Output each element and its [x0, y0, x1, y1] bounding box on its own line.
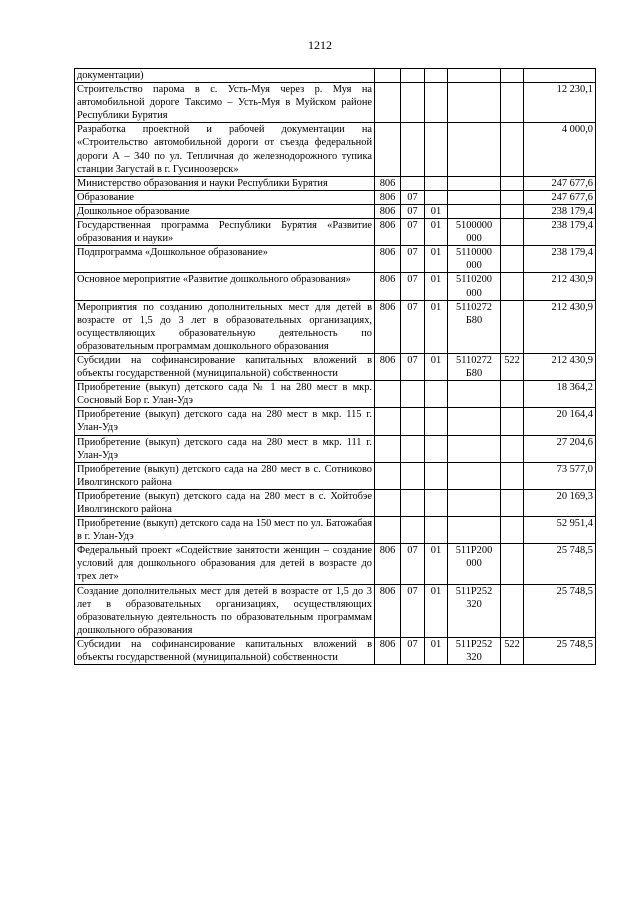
row-name-cell	[75, 584, 375, 637]
amount-cell	[524, 544, 596, 584]
amount-cell	[524, 584, 596, 637]
ministry-code-text: 806	[379, 585, 396, 597]
section-code-text: 07	[407, 545, 418, 557]
target-article-cell	[448, 517, 501, 544]
row-name-text: Подпрограмма «Дошкольное образование»	[77, 247, 268, 259]
amount-cell	[524, 517, 596, 544]
row-name-cell	[75, 273, 375, 300]
subsection-code-cell	[425, 637, 448, 664]
ministry-code-cell	[375, 273, 401, 300]
target-article-cell	[448, 273, 501, 300]
table-row	[75, 381, 596, 408]
section-code-cell	[401, 83, 425, 123]
table-row	[75, 353, 596, 380]
row-name-cell	[75, 219, 375, 246]
amount-cell	[524, 273, 596, 300]
target-article-cell	[448, 219, 501, 246]
amount-text: 25 748,5	[556, 638, 593, 650]
row-name-text: Приобретение (выкуп) детского сада на 280 мест в мкр. 111 г. Улан-Удэ	[77, 436, 372, 461]
ministry-code-text: 806	[379, 301, 396, 313]
table-row	[75, 584, 596, 637]
section-code-cell	[401, 408, 425, 435]
section-code-cell	[401, 300, 425, 353]
target-article-text: 5110272 Б80	[456, 354, 492, 380]
amount-text: 20 169,3	[556, 490, 593, 502]
table-row	[75, 273, 596, 300]
ministry-code-text: 806	[379, 638, 396, 650]
subsection-code-cell	[425, 219, 448, 246]
row-name-cell	[75, 246, 375, 273]
ministry-code-cell	[375, 381, 401, 408]
row-name-cell	[75, 190, 375, 204]
table-row	[75, 517, 596, 544]
row-name-text: Основное мероприятие «Развитие дошкольного образования»	[77, 274, 351, 286]
ministry-code-cell	[375, 300, 401, 353]
target-article-text: 5100000 000	[455, 220, 493, 245]
table-row	[75, 462, 596, 489]
ministry-code-cell	[375, 462, 401, 489]
target-article-cell	[448, 69, 501, 83]
section-code-cell	[401, 584, 425, 637]
section-code-cell	[401, 435, 425, 462]
table-row	[75, 190, 596, 204]
target-article-text: 5110000 000	[456, 247, 492, 272]
ministry-code-cell	[375, 246, 401, 273]
amount-cell	[524, 83, 596, 123]
target-article-cell	[448, 408, 501, 435]
amount-cell	[524, 204, 596, 218]
ministry-code-cell	[375, 544, 401, 584]
row-name-cell	[75, 517, 375, 544]
row-name-text: Разработка проектной и рабочей документации на «Строительство автомобильной дороги от съезда федеральной дороги А – 340 по ул. Тепличная до железнодорожного тупика станции Загустай в г. Гусиноозерск»	[77, 124, 372, 175]
target-article-text: 511P252 320	[455, 585, 493, 610]
target-article-cell	[448, 176, 501, 190]
section-code-text: 07	[407, 191, 418, 203]
expense-type-cell	[501, 584, 524, 637]
ministry-code-text: 806	[379, 545, 396, 557]
amount-text: 238 179,4	[551, 220, 593, 232]
row-name-cell	[75, 462, 375, 489]
row-name-text: Дошкольное образование	[77, 205, 190, 217]
subsection-code-cell	[425, 246, 448, 273]
amount-cell	[524, 435, 596, 462]
subsection-code-text: 01	[430, 585, 442, 597]
subsection-code-cell	[425, 408, 448, 435]
row-name-cell	[75, 204, 375, 218]
ministry-code-text: 806	[379, 220, 396, 232]
amount-cell	[524, 381, 596, 408]
row-name-cell	[75, 408, 375, 435]
subsection-code-text: 01	[430, 205, 442, 217]
row-name-cell	[75, 69, 375, 83]
ministry-code-cell	[375, 219, 401, 246]
target-article-cell	[448, 381, 501, 408]
table-row	[75, 408, 596, 435]
subsection-code-cell	[425, 381, 448, 408]
target-article-text: 5110200 000	[456, 274, 492, 299]
amount-text: 4 000,0	[561, 124, 593, 136]
amount-cell	[524, 176, 596, 190]
subsection-code-cell	[425, 204, 448, 218]
budget-table	[74, 68, 596, 665]
amount-text: 20 164,4	[556, 409, 593, 421]
target-article-cell	[448, 123, 501, 176]
target-article-cell	[448, 544, 501, 584]
ministry-code-cell	[375, 637, 401, 664]
subsection-code-cell	[425, 544, 448, 584]
target-article-text: 511P252 320	[455, 638, 493, 664]
amount-text: 27 204,6	[556, 436, 593, 448]
table-row	[75, 204, 596, 218]
row-name-cell	[75, 123, 375, 176]
row-name-cell	[75, 435, 375, 462]
section-code-cell	[401, 204, 425, 218]
subsection-code-text: 01	[430, 220, 442, 232]
ministry-code-cell	[375, 204, 401, 218]
expense-type-cell	[501, 381, 524, 408]
table-row	[75, 300, 596, 353]
table-row	[75, 219, 596, 246]
target-article-cell	[448, 300, 501, 353]
expense-type-cell	[501, 273, 524, 300]
expense-type-cell	[501, 517, 524, 544]
ministry-code-text: 806	[379, 177, 396, 189]
ministry-code-cell	[375, 584, 401, 637]
expense-type-cell	[501, 462, 524, 489]
amount-cell	[524, 219, 596, 246]
ministry-code-cell	[375, 353, 401, 380]
subsection-code-text: 01	[430, 638, 442, 650]
row-name-text: Государственная программа Республики Бурятия «Развитие образования и науки»	[77, 220, 372, 245]
subsection-code-cell	[425, 300, 448, 353]
amount-text: 238 179,4	[551, 205, 593, 217]
amount-cell	[524, 462, 596, 489]
subsection-code-text: 01	[430, 247, 442, 259]
row-name-text: Приобретение (выкуп) детского сада № 1 на 280 мест в мкр. Сосновый Бор г. Улан-Удэ	[77, 382, 372, 407]
ministry-code-cell	[375, 517, 401, 544]
target-article-cell	[448, 462, 501, 489]
amount-text: 52 951,4	[556, 518, 593, 530]
row-name-text: Субсидии на софинансирование капитальных вложений в объекты государственной (муниципальной) собственности	[77, 354, 372, 380]
amount-text: 12 230,1	[556, 84, 593, 96]
amount-cell	[524, 637, 596, 664]
row-name-text: Мероприятия по созданию дополнительных мест для детей в возрасте от 1,5 до 3 лет в образовательных организациях, осуществляющих образовательную деятельность по образовательным программам дошкольного образования	[77, 301, 372, 352]
amount-text: 212 430,9	[551, 301, 593, 313]
subsection-code-text: 01	[430, 545, 442, 557]
section-code-cell	[401, 353, 425, 380]
ministry-code-text: 806	[379, 247, 396, 259]
amount-text: 25 748,5	[556, 545, 593, 557]
section-code-cell	[401, 273, 425, 300]
amount-text: 18 364,2	[556, 382, 593, 394]
amount-text: 212 430,9	[551, 274, 593, 286]
target-article-cell	[448, 584, 501, 637]
amount-cell	[524, 300, 596, 353]
expense-type-cell	[501, 190, 524, 204]
subsection-code-cell	[425, 83, 448, 123]
expense-type-cell	[501, 300, 524, 353]
table-row	[75, 489, 596, 516]
amount-cell	[524, 246, 596, 273]
amount-cell	[524, 353, 596, 380]
expense-type-cell	[501, 69, 524, 83]
expense-type-cell	[501, 83, 524, 123]
section-code-text: 07	[407, 354, 418, 366]
subsection-code-cell	[425, 584, 448, 637]
page-number: 1212	[308, 38, 332, 52]
section-code-text: 07	[407, 301, 418, 313]
table-row	[75, 176, 596, 190]
table-row	[75, 123, 596, 176]
row-name-cell	[75, 176, 375, 190]
expense-type-cell	[501, 353, 524, 380]
section-code-text: 07	[407, 638, 418, 650]
target-article-text: 5110272 Б80	[456, 301, 492, 326]
amount-cell	[524, 190, 596, 204]
ministry-code-text: 806	[379, 354, 396, 366]
row-name-cell	[75, 353, 375, 380]
row-name-text: Приобретение (выкуп) детского сада на 280 мест в мкр. 115 г. Улан-Удэ	[77, 409, 372, 434]
table-row	[75, 637, 596, 664]
row-name-cell	[75, 544, 375, 584]
ministry-code-cell	[375, 489, 401, 516]
amount-text: 238 179,4	[551, 247, 593, 259]
subsection-code-text: 01	[430, 301, 442, 313]
ministry-code-cell	[375, 408, 401, 435]
row-name-cell	[75, 381, 375, 408]
expense-type-cell	[501, 219, 524, 246]
ministry-code-cell	[375, 83, 401, 123]
target-article-cell	[448, 489, 501, 516]
row-name-text: Образование	[77, 191, 134, 203]
expense-type-cell	[501, 176, 524, 190]
subsection-code-cell	[425, 273, 448, 300]
subsection-code-cell	[425, 123, 448, 176]
ministry-code-cell	[375, 123, 401, 176]
section-code-cell	[401, 381, 425, 408]
subsection-code-cell	[425, 517, 448, 544]
expense-type-cell	[501, 489, 524, 516]
expense-type-cell	[501, 204, 524, 218]
section-code-text: 07	[407, 220, 418, 232]
section-code-cell	[401, 190, 425, 204]
subsection-code-text: 01	[430, 354, 442, 366]
target-article-cell	[448, 190, 501, 204]
row-name-text: Министерство образования и науки Республики Бурятия	[77, 177, 328, 189]
row-name-cell	[75, 83, 375, 123]
row-name-text: Создание дополнительных мест для детей в возрасте от 1,5 до 3 лет в образовательных организациях, осуществляющих образовательную деятельность по образовательным программам дошкольного образования	[77, 585, 372, 636]
expense-type-cell	[501, 544, 524, 584]
row-name-cell	[75, 300, 375, 353]
section-code-cell	[401, 219, 425, 246]
expense-type-text: 522	[504, 354, 520, 366]
expense-type-text: 522	[504, 638, 520, 650]
subsection-code-cell	[425, 69, 448, 83]
amount-text: 247 677,6	[551, 177, 593, 189]
section-code-cell	[401, 544, 425, 584]
section-code-cell	[401, 69, 425, 83]
ministry-code-text: 806	[379, 205, 396, 217]
row-name-text: Приобретение (выкуп) детского сада на 280 мест в с. Хойтобэе Иволгинского района	[77, 490, 372, 515]
target-article-cell	[448, 353, 501, 380]
table-body	[75, 69, 596, 665]
row-name-text: Строительство парома в с. Усть-Муя через р. Муя на автомобильной дороге Таксимо – Усть-Муя в Муйском районе Республики Бурятия	[77, 84, 372, 122]
subsection-code-cell	[425, 176, 448, 190]
table-row	[75, 246, 596, 273]
amount-cell	[524, 123, 596, 176]
section-code-cell	[401, 462, 425, 489]
ministry-code-cell	[375, 69, 401, 83]
ministry-code-cell	[375, 176, 401, 190]
amount-cell	[524, 69, 596, 83]
ministry-code-cell	[375, 435, 401, 462]
row-name-text: документации)	[77, 70, 144, 81]
amount-text: 25 748,5	[556, 585, 593, 597]
expense-type-cell	[501, 246, 524, 273]
row-name-text: Субсидии на софинансирование капитальных вложений в объекты государственной (муниципальной) собственности	[77, 638, 372, 664]
row-name-text: Приобретение (выкуп) детского сада на 150 мест по ул. Батожабая в г. Улан-Удэ	[77, 518, 372, 543]
row-name-cell	[75, 637, 375, 664]
amount-cell	[524, 408, 596, 435]
target-article-cell	[448, 637, 501, 664]
section-code-cell	[401, 637, 425, 664]
amount-text: 247 677,6	[551, 191, 593, 203]
target-article-cell	[448, 204, 501, 218]
section-code-text: 07	[407, 247, 418, 259]
table-row	[75, 544, 596, 584]
amount-cell	[524, 489, 596, 516]
subsection-code-cell	[425, 353, 448, 380]
table-row	[75, 435, 596, 462]
subsection-code-cell	[425, 462, 448, 489]
expense-type-cell	[501, 408, 524, 435]
subsection-code-text: 01	[430, 274, 442, 286]
amount-text: 73 577,0	[556, 463, 593, 475]
subsection-code-cell	[425, 435, 448, 462]
section-code-text: 07	[407, 205, 418, 217]
section-code-cell	[401, 123, 425, 176]
section-code-cell	[401, 489, 425, 516]
subsection-code-cell	[425, 489, 448, 516]
row-name-text: Приобретение (выкуп) детского сада на 280 мест в с. Сотниково Иволгинского района	[77, 463, 372, 488]
section-code-text: 07	[407, 585, 418, 597]
subsection-code-cell	[425, 190, 448, 204]
row-name-text: Федеральный проект «Содействие занятости женщин – создание условий для дошкольного образования для детей в возрасте до трех лет»	[77, 545, 372, 583]
expense-type-cell	[501, 435, 524, 462]
table-row	[75, 69, 596, 83]
expense-type-cell	[501, 123, 524, 176]
row-name-cell	[75, 489, 375, 516]
ministry-code-text: 806	[379, 191, 396, 203]
expense-type-cell	[501, 637, 524, 664]
target-article-text: 511P200 000	[455, 545, 493, 570]
section-code-cell	[401, 176, 425, 190]
ministry-code-cell	[375, 190, 401, 204]
section-code-cell	[401, 517, 425, 544]
table-row	[75, 83, 596, 123]
target-article-cell	[448, 435, 501, 462]
amount-text: 212 430,9	[551, 354, 593, 366]
target-article-cell	[448, 83, 501, 123]
ministry-code-text: 806	[379, 274, 396, 286]
target-article-cell	[448, 246, 501, 273]
section-code-cell	[401, 246, 425, 273]
section-code-text: 07	[407, 274, 418, 286]
